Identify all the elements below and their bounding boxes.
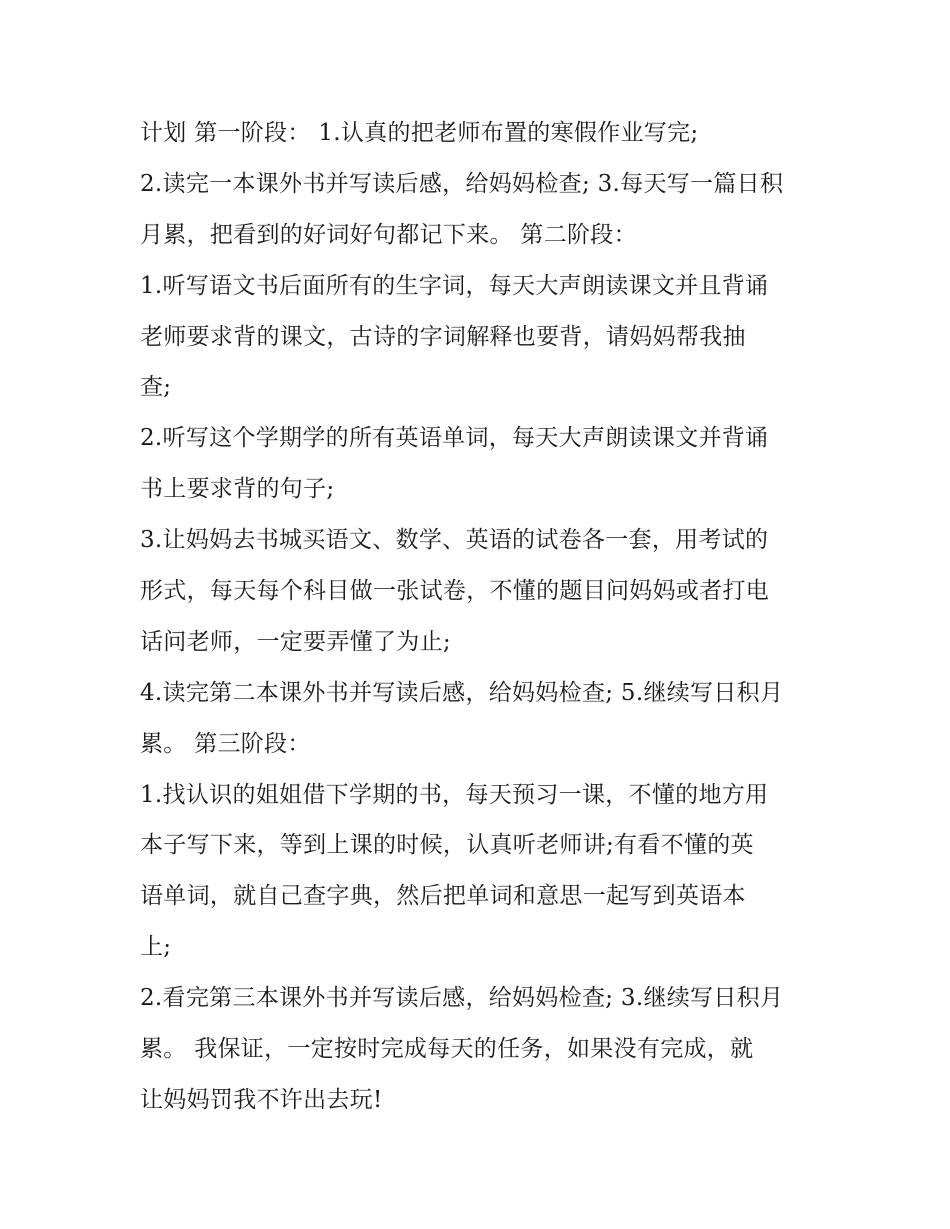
text-line: 查; bbox=[140, 374, 172, 401]
text-line: 4.读完第二本课外书并写读后感，给妈妈检查; 5.继续写日积月 bbox=[140, 679, 784, 706]
text-line: 累。 第三阶段： bbox=[140, 730, 311, 757]
text-line: 本子写下来，等到上课的时候，认真听老师讲;有看不懂的英 bbox=[140, 832, 754, 859]
text-line: 3.让妈妈去书城买语文、数学、英语的试卷各一套，用考试的 bbox=[140, 527, 769, 554]
text-line: 1.听写语文书后面所有的生字词，每天大声朗读课文并且背诵 bbox=[140, 272, 769, 299]
text-line: 老师要求背的课文，古诗的字词解释也要背，请妈妈帮我抽 bbox=[140, 323, 746, 350]
text-line: 月累，把看到的好词好句都记下来。 第二阶段： bbox=[140, 221, 637, 248]
text-line: 形式，每天每个科目做一张试卷，不懂的题目问妈妈或者打电 bbox=[140, 578, 770, 605]
text-line: 2.听写这个学期学的所有英语单词，每天大声朗读课文并背诵 bbox=[140, 425, 769, 452]
text-line: 上; bbox=[140, 934, 172, 961]
document-body bbox=[140, 108, 830, 1126]
text-line: 让妈妈罚我不许出去玩! bbox=[140, 1086, 383, 1113]
text-line: 2.看完第三本课外书并写读后感，给妈妈检查; 3.继续写日积月 bbox=[140, 985, 784, 1012]
text-line: 话问老师，一定要弄懂了为止; bbox=[140, 628, 451, 655]
text-line: 书上要求背的句子; bbox=[140, 476, 335, 503]
text-line: 2.读完一本课外书并写读后感，给妈妈检查; 3.每天写一篇日积 bbox=[140, 170, 784, 197]
text-line: 语单词，就自己查字典，然后把单词和意思一起写到英语本 bbox=[140, 883, 746, 910]
text-line: 1.找认识的姐姐借下学期的书，每天预习一课，不懂的地方用 bbox=[140, 781, 769, 808]
text-line: 计划 第一阶段： 1.认真的把老师布置的寒假作业写完; bbox=[140, 120, 699, 146]
text-line: 累。 我保证，一定按时完成每天的任务，如果没有完成，就 bbox=[140, 1036, 754, 1063]
